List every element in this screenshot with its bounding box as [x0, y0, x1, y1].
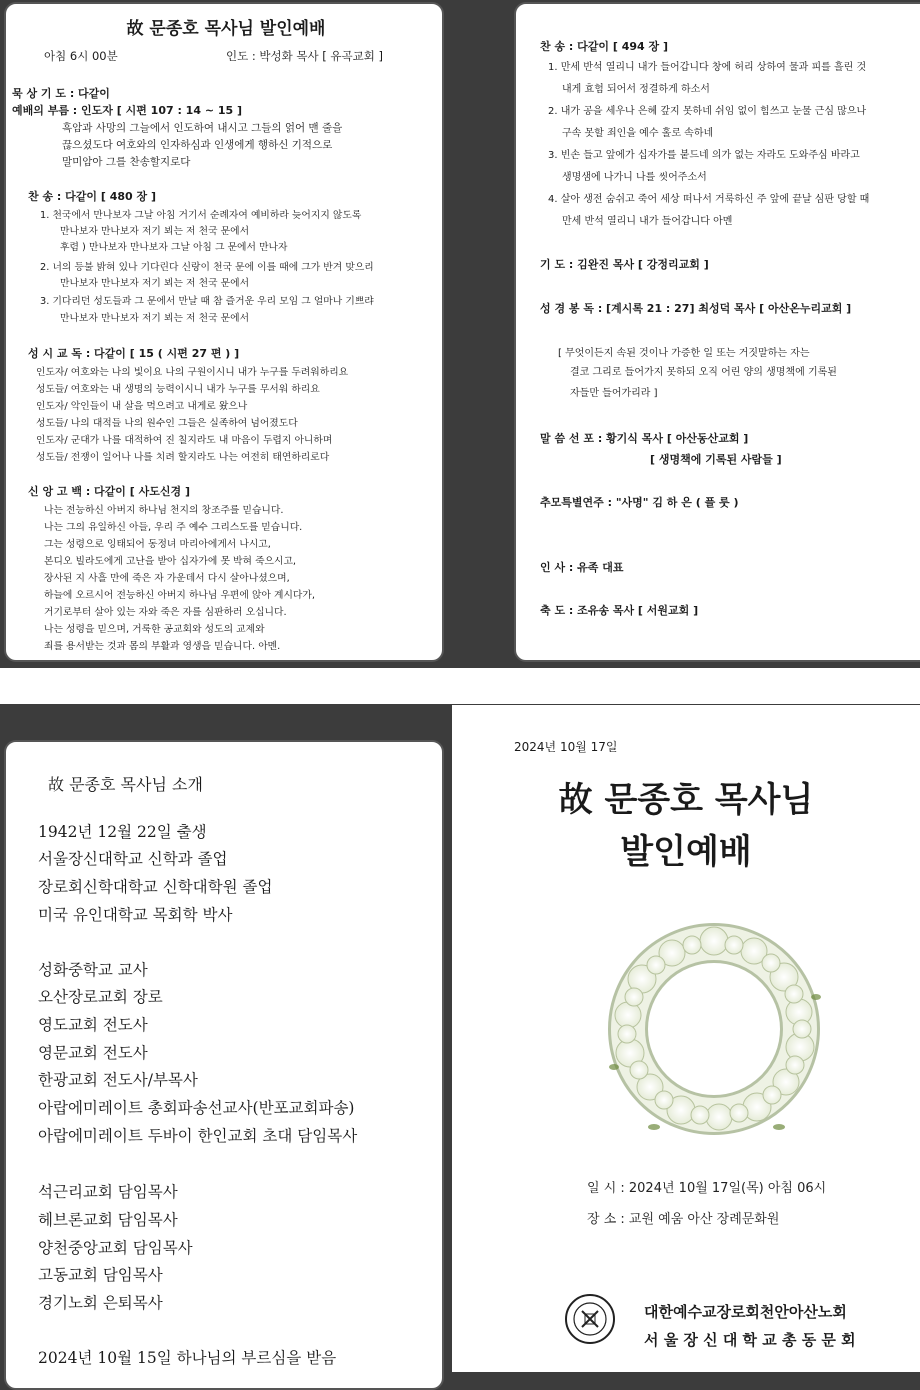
creed-line: 하늘에 오르시어 전능하신 아버지 하나님 우편에 앉아 계시다가, — [44, 590, 315, 601]
responsive-line: 인도자/ 여호와는 나의 빛이요 나의 구원이시니 내가 누구를 두려워하리요 — [36, 367, 349, 378]
bio-line: 헤브론교회 담임목사 — [38, 1211, 178, 1229]
creed-heading: 신 앙 고 백 : 다같이 [ 사도신경 ] — [28, 485, 190, 498]
bio-line: 아랍에미레이트 총회파송선교사(반포교회파송) — [38, 1099, 355, 1117]
bio-line: 석근리교회 담임목사 — [38, 1183, 178, 1201]
flower-wreath-image — [594, 917, 834, 1147]
hymn-heading-2: 찬 송 : 다같이 [ 494 장 ] — [540, 40, 668, 53]
cover-place: 장 소 : 교원 예움 아산 장례문화원 — [587, 1212, 780, 1227]
bio-line: 아랍에미레이트 두바이 한인교회 초대 담임목사 — [38, 1127, 358, 1145]
creed-line: 본디오 빌라도에게 고난을 받아 십자가에 못 박혀 죽으시고, — [44, 556, 297, 567]
bio-line: 영도교회 전도사 — [38, 1016, 148, 1034]
service-title: 故 문종호 목사님 발인예배 — [126, 19, 326, 39]
creed-line: 죄를 용서받는 것과 몸의 부활과 영생을 믿습니다. 아멘. — [44, 641, 281, 652]
call-line: 흑암과 사망의 그늘에서 인도하여 내시고 그들의 얽어 맨 줄을 — [62, 122, 343, 134]
order-of-service-page-1 — [4, 2, 444, 662]
hymn-line: 만나보자 만나보자 저기 뵈는 저 천국 문에서 — [60, 226, 250, 237]
bio-line: 양천중앙교회 담임목사 — [38, 1239, 193, 1257]
creed-line: 그는 성령으로 잉태되어 동정녀 마리아에게서 나시고, — [44, 539, 271, 550]
hymn-heading: 찬 송 : 다같이 [ 480 장 ] — [28, 190, 156, 203]
responsive-line: 인도자/ 악인들이 내 살을 먹으려고 내게로 왔으나 — [36, 401, 248, 412]
scripture-line: 자들만 들어가리라 ] — [570, 388, 658, 399]
cover-title-line1: 故 문종호 목사님 — [558, 780, 814, 820]
hymn-line: 4. 살아 생전 숨쉬고 죽어 세상 떠나서 거룩하신 주 앞에 끝날 심판 당할 때 — [548, 194, 870, 205]
benediction: 축 도 : 조유송 목사 [ 서원교회 ] — [540, 604, 699, 617]
scripture-line: 결코 그리로 들어가지 못하되 오직 어린 양의 생명책에 기록된 — [570, 367, 837, 378]
sermon-title: [ 생명책에 기록된 사람들 ] — [650, 453, 782, 466]
call-to-worship: 예배의 부름 : 인도자 [ 시편 107 : 14 ~ 15 ] — [12, 104, 243, 117]
seminary-seal-icon — [564, 1293, 616, 1345]
greeting: 인 사 : 유족 대표 — [540, 561, 624, 574]
responsive-line: 성도들/ 여호와는 내 생명의 능력이시니 내가 누구를 무서워 하리요 — [36, 384, 320, 395]
cover-datetime: 일 시 : 2024년 10월 17일(목) 아침 06시 — [587, 1181, 827, 1196]
call-line: 끊으셨도다 여호와의 인자하심과 인생에게 행하신 기적으로 — [62, 139, 333, 151]
sermon: 말 씀 선 포 : 황기식 목사 [ 아산동산교회 ] — [540, 432, 749, 445]
hymn-line: 1. 만세 반석 열리니 내가 들어갑니다 창에 허리 상하여 물과 피를 흘린 것 — [548, 62, 867, 73]
scripture-line: [ 무엇이든지 속된 것이나 가증한 일 또는 거짓말하는 자는 — [558, 348, 810, 359]
hymn-line: 2. 내가 공을 세우나 은혜 갚지 못하네 쉬임 없이 힘쓰고 눈물 근심 많으나 — [548, 106, 867, 117]
page-gap — [0, 668, 920, 704]
service-time: 아침 6시 00분 — [44, 49, 118, 63]
hymn-line: 생명샘에 나가니 나를 씻어주소서 — [562, 172, 707, 183]
bio-line: 오산장로교회 장로 — [38, 988, 163, 1006]
hymn-line: 3. 기다리던 성도들과 그 문에서 만날 때 참 즐거운 우리 모임 그 얼마나 기쁘랴 — [40, 296, 374, 307]
responsive-line: 성도들/ 전쟁이 일어나 나를 치려 할지라도 나는 여전히 태연하리로다 — [36, 452, 330, 463]
creed-line: 거기로부터 살아 있는 자와 죽은 자를 심판하러 오십니다. — [44, 607, 287, 618]
bio-line: 서울장신대학교 신학과 졸업 — [38, 850, 228, 868]
bio-line: 장로회신학대학교 신학대학원 졸업 — [38, 878, 273, 896]
bio-line: 고동교회 담임목사 — [38, 1266, 163, 1284]
hymn-line: 만세 반석 열리니 내가 들어갑니다 아멘 — [562, 216, 733, 227]
bio-line: 1942년 12월 22일 출생 — [38, 823, 207, 841]
silent-prayer: 묵 상 기 도 : 다같이 — [12, 87, 110, 100]
creed-line: 나는 전능하신 아버지 하나님 천지의 창조주를 믿습니다. — [44, 505, 284, 516]
responsive-line: 인도자/ 군대가 나를 대적하여 진 칠지라도 내 마음이 두렵지 아니하며 — [36, 435, 333, 446]
bio-line: 성화중학교 교사 — [38, 961, 148, 979]
biography-title: 故 문종호 목사님 소개 — [48, 775, 203, 794]
bio-line: 미국 유인대학교 목회학 박사 — [38, 906, 233, 924]
special-performance: 추모특별연주 : "사명" 김 하 은 ( 플 룻 ) — [540, 496, 739, 509]
hymn-line: 내게 효험 되어서 정결하게 하소서 — [562, 84, 710, 95]
organization-2: 서 울 장 신 대 학 교 총 동 문 회 — [644, 1331, 856, 1349]
creed-line: 장사된 지 사흘 만에 죽은 자 가운데서 다시 살아나셨으며, — [44, 573, 290, 584]
hymn-line: 만나보자 만나보자 저기 뵈는 저 천국 문에서 — [60, 313, 250, 324]
responsive-line: 성도들/ 나의 대적들 나의 원수인 그들은 실족하여 넘어졌도다 — [36, 418, 298, 429]
prayer: 기 도 : 김완진 목사 [ 강정리교회 ] — [540, 258, 709, 271]
organization-1: 대한예수교장로회천안아산노회 — [644, 1303, 847, 1321]
bio-last-line: 2024년 10월 15일 하나님의 부르심을 받음 — [38, 1349, 337, 1367]
cover-date: 2024년 10월 17일 — [514, 740, 618, 754]
creed-line: 나는 그의 유일하신 아들, 우리 주 예수 그리스도를 믿습니다. — [44, 522, 303, 533]
cover-title-line2: 발인예배 — [620, 832, 752, 872]
bio-line: 경기노회 은퇴목사 — [38, 1294, 163, 1312]
responsive-reading-heading: 성 시 교 독 : 다같이 [ 15 ( 시편 27 편 ) ] — [28, 347, 240, 360]
hymn-line: 1. 천국에서 만나보자 그날 아침 거기서 순례자여 예비하라 늦어지지 않도록 — [40, 210, 362, 221]
order-of-service-page-2 — [514, 2, 920, 662]
call-line: 말미암아 그를 찬송할지로다 — [62, 156, 191, 168]
hymn-line: 3. 빈손 들고 앞에가 십자가를 붙드네 의가 없는 자라도 도와주심 바라고 — [548, 150, 860, 161]
bio-line: 한광교회 전도사/부목사 — [38, 1071, 198, 1089]
hymn-line: 만나보자 만나보자 저기 뵈는 저 천국 문에서 — [60, 278, 250, 289]
bio-line: 영문교회 전도사 — [38, 1044, 148, 1062]
biography-page — [4, 740, 444, 1390]
hymn-line: 구속 못할 죄인을 예수 홀로 속하네 — [562, 128, 714, 139]
hymn-line: 후렴 ) 만나보자 만나보자 그날 아침 그 문에서 만나자 — [60, 242, 288, 253]
cover-page — [452, 705, 920, 1372]
hymn-line: 2. 너의 등불 밝혀 있나 기다린다 신랑이 천국 문에 이를 때에 그가 반겨 맞으리 — [40, 262, 374, 273]
creed-line: 나는 성령을 믿으며, 거룩한 공교회와 성도의 교제와 — [44, 624, 265, 635]
service-leader: 인도 : 박성화 목사 [ 유곡교회 ] — [226, 49, 383, 63]
scripture-reading: 성 경 봉 독 : [계시록 21 : 27] 최성덕 목사 [ 아산온누리교회 ] — [540, 302, 852, 315]
